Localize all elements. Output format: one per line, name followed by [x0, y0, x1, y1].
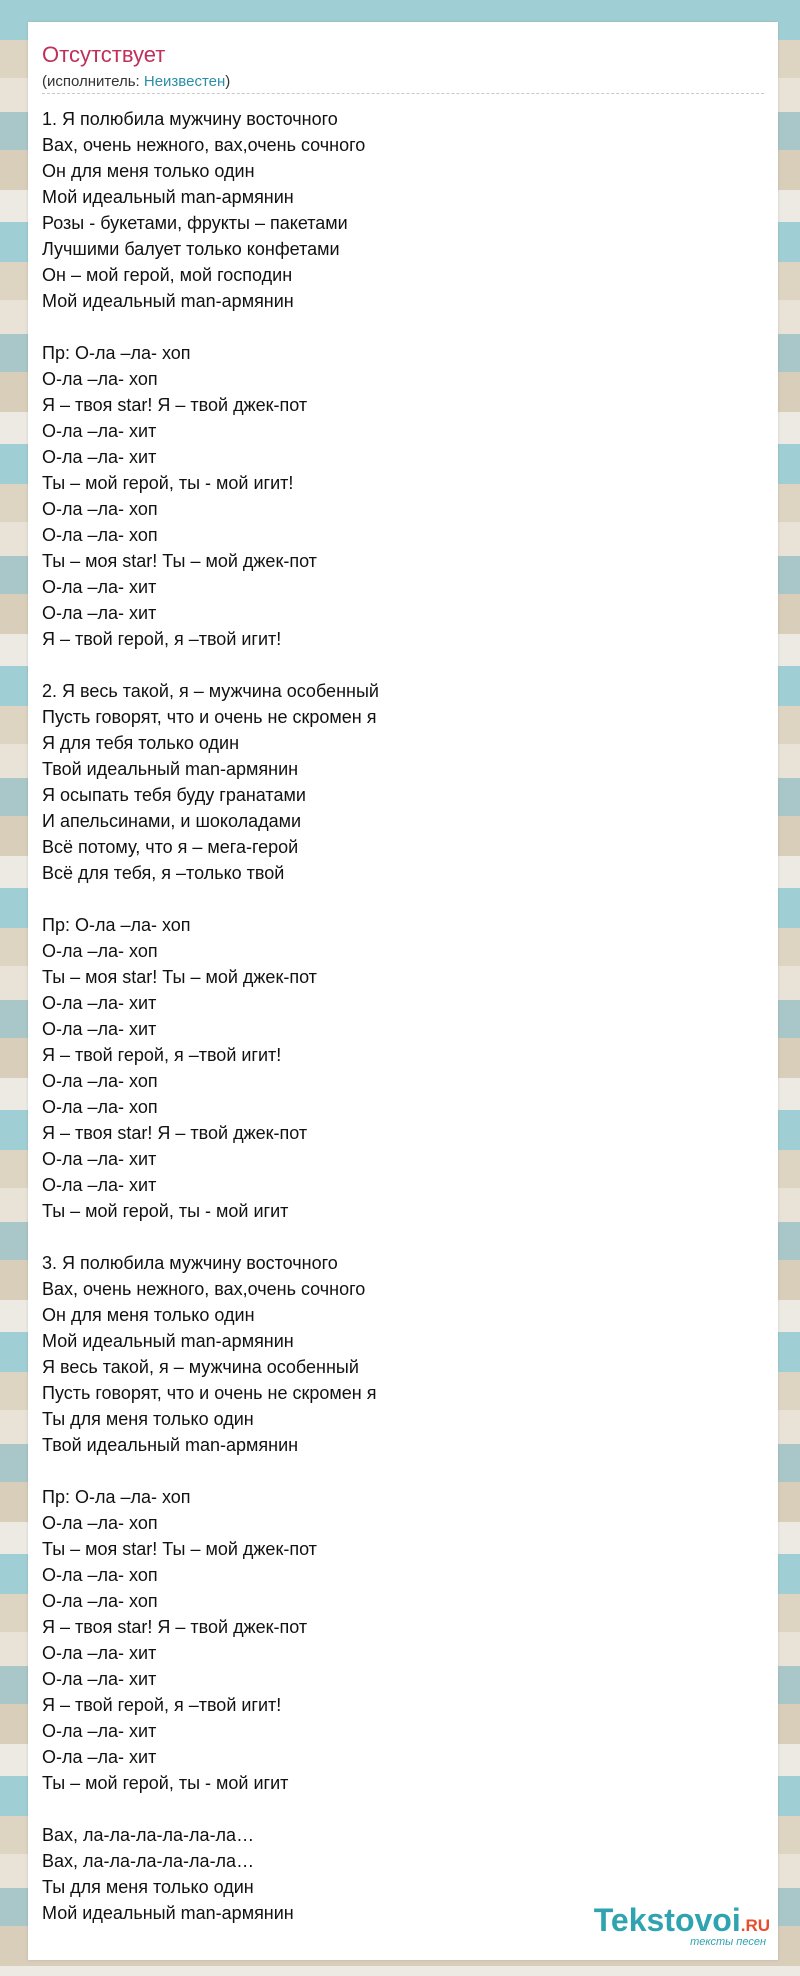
lyric-line: О-ла –ла- хоп: [42, 941, 158, 961]
lyric-line: Мой идеальный man-армянин: [42, 187, 294, 207]
lyric-line: О-ла –ла- хит: [42, 1721, 157, 1741]
lyric-line: О-ла –ла- хит: [42, 1175, 157, 1195]
lyric-line: Я для тебя только один: [42, 733, 240, 753]
lyric-line: Пр: О-ла –ла- хоп: [42, 915, 191, 935]
lyric-line: О-ла –ла- хоп: [42, 1513, 158, 1533]
lyric-line: Вах, ла-ла-ла-ла-ла-ла…: [42, 1851, 255, 1871]
lyric-line: Всё для тебя, я –только твой: [42, 863, 285, 883]
lyric-line: Я весь такой, я – мужчина особенный: [42, 1357, 359, 1377]
artist-line: [42, 74, 230, 89]
artist-suffix: ): [225, 73, 231, 90]
stanza-break: [42, 314, 764, 340]
lyric-line: Ты – мой герой, ты - мой игит: [42, 1201, 289, 1221]
lyric-line: Мой идеальный man-армянин: [42, 1903, 294, 1923]
lyric-line: О-ла –ла- хит: [42, 421, 157, 441]
lyric-line: Я – твой герой, я –твой игит!: [42, 1045, 282, 1065]
lyric-line: И апельсинами, и шоколадами: [42, 811, 302, 831]
logo-tagline: тексты песен: [690, 1936, 766, 1948]
lyric-line: О-ла –ла- хоп: [42, 369, 158, 389]
lyric-line: Твой идеальный man-армянин: [42, 1435, 299, 1455]
lyric-line: 2. Я весь такой, я – мужчина особенный: [42, 681, 379, 701]
lyric-line: Ты для меня только один: [42, 1409, 254, 1429]
site-logo[interactable]: [594, 1904, 770, 1948]
lyric-line: Ты – моя star! Ты – мой джек-пот: [42, 967, 317, 987]
lyric-line: Ты – мой герой, ты - мой игит!: [42, 473, 294, 493]
lyric-line: Я – твой герой, я –твой игит!: [42, 629, 282, 649]
divider: [42, 93, 764, 94]
lyric-line: Он – мой герой, мой господин: [42, 265, 293, 285]
lyric-line: Я – твоя star! Я – твой джек-пот: [42, 1617, 308, 1637]
lyric-line: Он для меня только один: [42, 1305, 255, 1325]
lyric-line: О-ла –ла- хоп: [42, 1565, 158, 1585]
lyric-line: О-ла –ла- хит: [42, 447, 157, 467]
lyric-line: Розы - букетами, фрукты – пакетами: [42, 213, 348, 233]
lyric-line: Он для меня только один: [42, 161, 255, 181]
lyric-line: Ты для меня только один: [42, 1877, 254, 1897]
stanza-break: [42, 886, 764, 912]
lyric-line: О-ла –ла- хит: [42, 1669, 157, 1689]
stanza-break: [42, 652, 764, 678]
artist-prefix: (исполнитель:: [42, 73, 144, 90]
lyric-line: О-ла –ла- хоп: [42, 1097, 158, 1117]
stanza-break: [42, 1224, 764, 1250]
lyric-line: О-ла –ла- хоп: [42, 525, 158, 545]
lyric-line: Я – твоя star! Я – твой джек-пот: [42, 1123, 308, 1143]
lyric-line: Ты – моя star! Ты – мой джек-пот: [42, 551, 317, 571]
lyric-line: Вах, очень нежного, вах,очень сочного: [42, 1279, 366, 1299]
lyric-line: О-ла –ла- хит: [42, 1149, 157, 1169]
artist-link[interactable]: Неизвестен: [143, 73, 226, 90]
lyrics-card: [28, 22, 778, 1960]
lyric-line: О-ла –ла- хоп: [42, 499, 158, 519]
song-title: Отсутствует: [42, 42, 166, 67]
lyrics-text: [42, 106, 764, 1926]
lyric-line: О-ла –ла- хит: [42, 1643, 157, 1663]
lyric-line: Вах, ла-ла-ла-ла-ла-ла…: [42, 1825, 255, 1845]
logo-tld: .RU: [740, 1916, 770, 1935]
lyric-line: Вах, очень нежного, вах,очень сочного: [42, 135, 366, 155]
lyric-line: Я – твой герой, я –твой игит!: [42, 1695, 282, 1715]
lyric-line: Я осыпать тебя буду гранатами: [42, 785, 306, 805]
lyric-line: Пр: О-ла –ла- хоп: [42, 1487, 191, 1507]
stanza-break: [42, 1796, 764, 1822]
lyric-line: Лучшими балует только конфетами: [42, 239, 340, 259]
lyric-line: О-ла –ла- хит: [42, 993, 157, 1013]
lyric-line: Мой идеальный man-армянин: [42, 291, 294, 311]
lyric-line: Пр: О-ла –ла- хоп: [42, 343, 191, 363]
lyric-line: О-ла –ла- хит: [42, 1747, 157, 1767]
logo-wordmark: [594, 1904, 770, 1936]
lyric-line: О-ла –ла- хит: [42, 577, 157, 597]
lyric-line: Мой идеальный man-армянин: [42, 1331, 294, 1351]
stanza-break: [42, 1458, 764, 1484]
logo-name: Tekstovoi: [593, 1902, 741, 1938]
lyric-line: Ты – мой герой, ты - мой игит: [42, 1773, 289, 1793]
lyric-line: Пусть говорят, что и очень не скромен я: [42, 707, 377, 727]
lyric-line: 1. Я полюбила мужчину восточного: [42, 109, 338, 129]
lyric-line: Всё потому, что я – мега-герой: [42, 837, 299, 857]
lyric-line: Я – твоя star! Я – твой джек-пот: [42, 395, 308, 415]
lyric-line: О-ла –ла- хит: [42, 603, 157, 623]
lyric-line: О-ла –ла- хит: [42, 1019, 157, 1039]
lyric-line: О-ла –ла- хоп: [42, 1071, 158, 1091]
lyric-line: Твой идеальный man-армянин: [42, 759, 299, 779]
lyric-line: Пусть говорят, что и очень не скромен я: [42, 1383, 377, 1403]
lyric-line: Ты – моя star! Ты – мой джек-пот: [42, 1539, 317, 1559]
lyric-line: О-ла –ла- хоп: [42, 1591, 158, 1611]
lyric-line: 3. Я полюбила мужчину восточного: [42, 1253, 338, 1273]
